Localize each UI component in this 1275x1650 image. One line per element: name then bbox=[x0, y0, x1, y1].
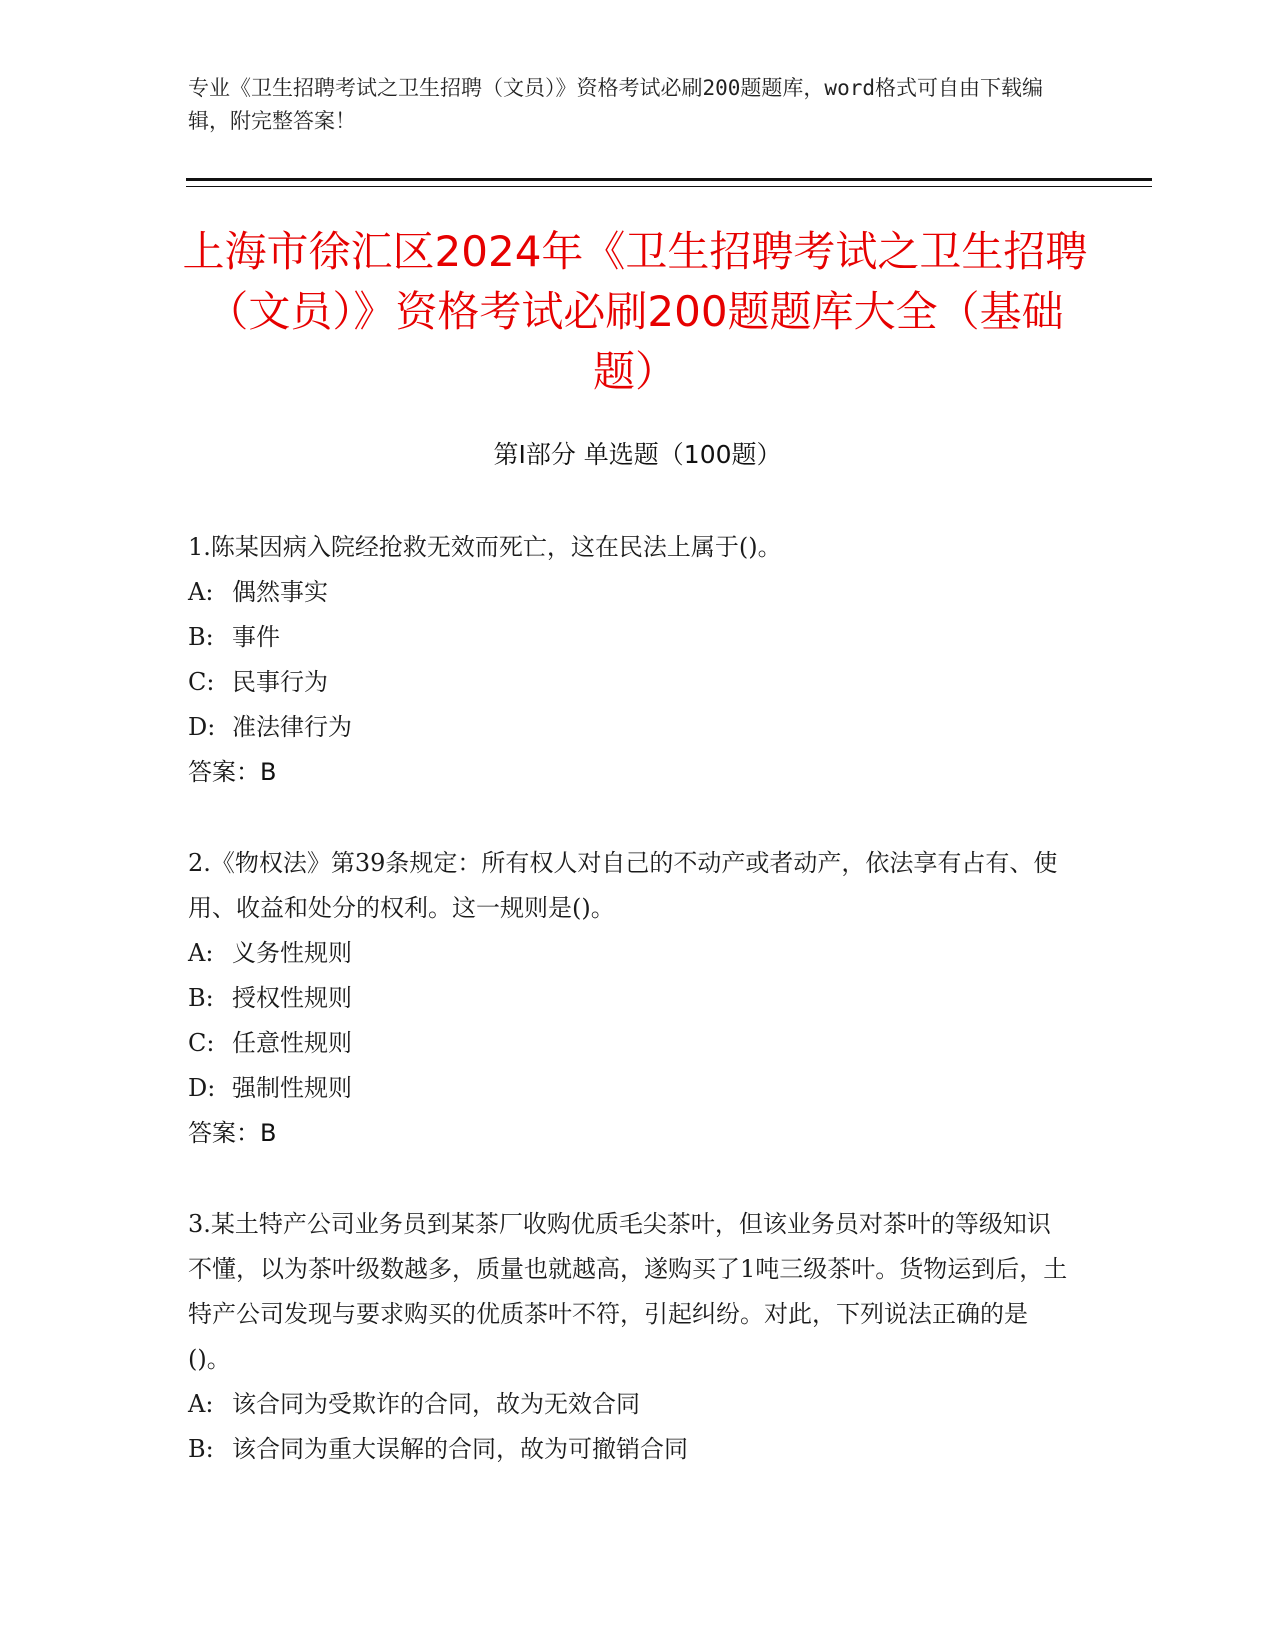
document-title: 上海市徐汇区2024年《卫生招聘考试之卫生招聘（文员）》资格考试必刷200题题库大全（基础题） bbox=[182, 227, 1088, 396]
option-a bbox=[188, 570, 1068, 615]
option-text: 准法律行为 bbox=[232, 713, 352, 741]
option-letter: B: bbox=[188, 623, 214, 651]
question-1 bbox=[188, 525, 1068, 795]
option-text: 义务性规则 bbox=[232, 939, 352, 967]
header-rule-thin bbox=[186, 186, 1152, 187]
option-letter: C: bbox=[188, 1029, 215, 1057]
option-text: 事件 bbox=[232, 623, 280, 651]
option-text: 授权性规则 bbox=[232, 984, 352, 1012]
option-text: 该合同为受欺诈的合同，故为无效合同 bbox=[232, 1390, 640, 1418]
option-letter: A: bbox=[188, 939, 214, 967]
question-stem: 1.陈某因病入院经抢救无效而死亡，这在民法上属于()。 bbox=[188, 533, 782, 561]
option-d bbox=[188, 705, 1068, 750]
option-b bbox=[188, 1427, 1068, 1472]
question-stem: 3.某土特产公司业务员到某茶厂收购优质毛尖茶叶，但该业务员对茶叶的等级知识不懂，以为茶叶级数越多，质量也就越高，遂购买了1吨三级茶叶。货物运到后，土特产公司发现与要求购买的优质茶叶不符，引起纠纷。对此，下列说法正确的是()。 bbox=[188, 1210, 1068, 1373]
option-text: 民事行为 bbox=[232, 668, 328, 696]
option-a bbox=[188, 1382, 1068, 1427]
option-letter: C: bbox=[188, 668, 215, 696]
option-letter: A: bbox=[188, 1390, 214, 1418]
question-list bbox=[188, 525, 1068, 1518]
option-d bbox=[188, 1066, 1068, 1111]
option-letter: A: bbox=[188, 578, 214, 606]
header-note: 专业《卫生招聘考试之卫生招聘（文员）》资格考试必刷200题题库，word格式可自由下载编辑，附完整答案！ bbox=[188, 76, 1043, 133]
question-stem: 2.《物权法》第39条规定：所有权人对自己的不动产或者动产，依法享有占有、使用、收益和处分的权利。这一规则是()。 bbox=[188, 849, 1058, 922]
question-3 bbox=[188, 1202, 1068, 1472]
header-rule-thick bbox=[186, 178, 1152, 181]
option-text: 该合同为重大误解的合同，故为可撤销合同 bbox=[232, 1435, 688, 1463]
option-text: 任意性规则 bbox=[232, 1029, 352, 1057]
option-text: 强制性规则 bbox=[232, 1074, 352, 1102]
answer-line: 答案：B bbox=[188, 758, 277, 786]
option-a bbox=[188, 931, 1068, 976]
option-letter: B: bbox=[188, 984, 214, 1012]
option-b bbox=[188, 615, 1068, 660]
option-text: 偶然事实 bbox=[232, 578, 328, 606]
option-letter: D: bbox=[188, 1074, 216, 1102]
question-2 bbox=[188, 841, 1068, 1156]
option-b bbox=[188, 976, 1068, 1021]
option-letter: D: bbox=[188, 713, 216, 741]
option-letter: B: bbox=[188, 1435, 214, 1463]
option-c bbox=[188, 660, 1068, 705]
option-c bbox=[188, 1021, 1068, 1066]
section-heading: 第I部分 单选题（100题） bbox=[493, 440, 782, 469]
answer-line: 答案：B bbox=[188, 1119, 277, 1147]
